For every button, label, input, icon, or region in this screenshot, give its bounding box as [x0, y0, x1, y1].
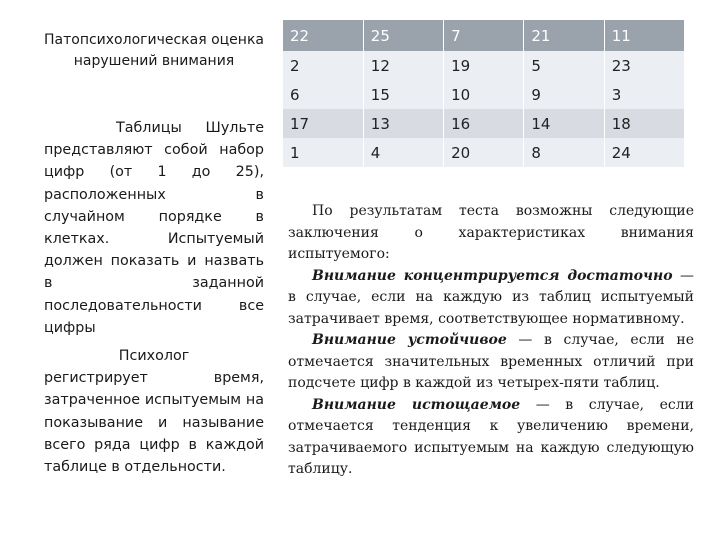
table-cell: 20 [444, 138, 524, 167]
table-cell: 7 [444, 20, 524, 51]
table-cell: 23 [604, 51, 684, 80]
table-cell: 14 [524, 109, 604, 138]
table-row [283, 20, 685, 51]
table-cell: 15 [363, 80, 443, 109]
table-cell: 16 [444, 109, 524, 138]
table-cell: 25 [363, 20, 443, 51]
table-cell: 5 [524, 51, 604, 80]
conclusion-term: Внимание устойчивое [312, 332, 507, 348]
conclusions-block [288, 201, 694, 481]
schulte-table [283, 20, 685, 167]
conclusion-text: — в случае, если отмечается тенденция к увеличению времени, затрачиваемого испытуемым на каждую следующую таблицу. [288, 396, 694, 477]
conclusion-text: — в случае, если не отмечается значительных временных отличий при подсчете цифр в каждой из четырех-пяти таблиц. [288, 332, 694, 391]
table-cell: 9 [524, 80, 604, 109]
table-cell: 18 [604, 109, 684, 138]
table-cell: 1 [283, 138, 363, 167]
table-cell: 21 [524, 20, 604, 51]
table-cell: 24 [604, 138, 684, 167]
conclusion-stable [288, 330, 694, 395]
table-cell: 12 [363, 51, 443, 80]
psychologist-label: Психолог [118, 348, 190, 365]
table-cell: 8 [524, 138, 604, 167]
table-cell: 13 [363, 109, 443, 138]
table-cell: 19 [444, 51, 524, 80]
table-cell: 17 [283, 109, 363, 138]
table-cell: 6 [283, 80, 363, 109]
schulte-description: Таблицы Шульте представляют собой набор цифр (от 1 до 25), расположенных в случайном порядке в клетках. Испытуемый должен показать и назвать в заданной последовательности все цифры [44, 120, 264, 336]
table-cell: 2 [283, 51, 363, 80]
conclusion-exhaustible [288, 395, 694, 481]
slide-title: Патопсихологическая оценка нарушений внимания [44, 32, 264, 69]
table-cell: 11 [604, 20, 684, 51]
table-cell: 4 [363, 138, 443, 167]
table-row [283, 80, 685, 109]
conclusion-term: Внимание истощаемое [312, 396, 521, 413]
psychologist-description: регистрирует время, затраченное испытуемым на показывание и называние всего ряда цифр в каждой таблице в отдельности. [44, 370, 264, 476]
table-row [283, 109, 685, 138]
table-cell: 22 [283, 20, 363, 51]
conclusions-intro: По результатам теста возможны следующие заключения о характеристиках внимания испытуемого: [288, 203, 694, 262]
conclusion-term: Внимание концентрируется достаточно [312, 267, 673, 284]
conclusion-concentration [288, 266, 694, 331]
conclusion-text: — в случае, если на каждую из таблиц испытуемый затрачивает время, соответствующее нормативному. [288, 267, 694, 327]
table-cell: 10 [444, 80, 524, 109]
table-cell: 3 [604, 80, 684, 109]
table-row [283, 51, 685, 80]
left-text-block [44, 117, 264, 478]
table-row [283, 138, 685, 167]
